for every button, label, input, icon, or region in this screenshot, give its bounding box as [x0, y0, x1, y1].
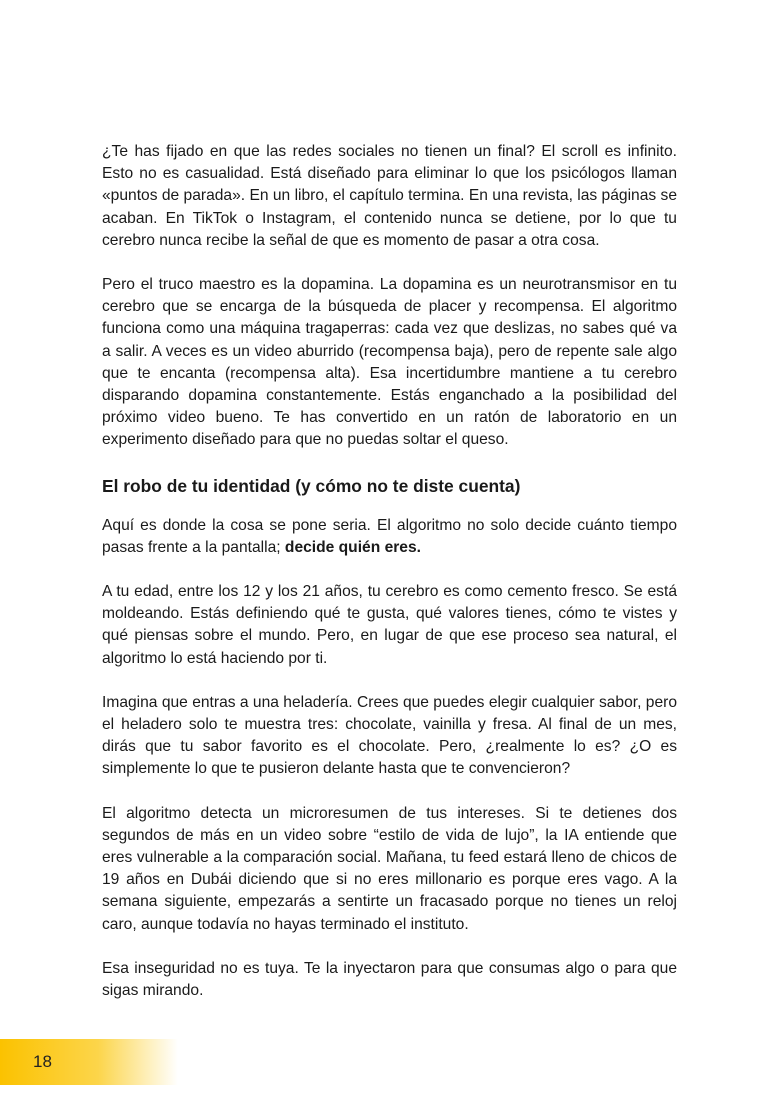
paragraph-identity-emphasis: decide quién eres. — [284, 538, 421, 556]
paragraph-ice-cream: Imagina que entras a una heladería. Crees que puedes elegir cualquier sabor, pero el heladero solo te muestra tres: chocolate, vainilla y fresa. Al final de un mes, dirás que tu sabor favorito es el chocolate. Pero, ¿realmente lo es? ¿O es simplemente lo que te pusieron delante hasta que te convencieron? — [102, 693, 677, 778]
paragraph-identity — [102, 515, 677, 559]
page-number-tab — [0, 1039, 178, 1085]
paragraph-microsummary: El algoritmo detecta un microresumen de tus intereses. Si te detienes dos segundos de más en un video sobre “estilo de vida de lujo”, la IA entiende que eres vulnerable a la comparación social. Mañana, tu feed estará lleno de chicos de 19 años en Dubái diciendo que si no eres millonario es porque eres vago. A la semana siguiente, empezarás a sentirte un fracasado porque no tienes un reloj caro, aunque todavía no hayas terminado el instituto. — [102, 804, 677, 933]
paragraph-insecurity: Esa inseguridad no es tuya. Te la inyectaron para que consumas algo o para que sigas mirando. — [102, 959, 677, 1000]
paragraph-infinite-scroll: ¿Te has fijado en que las redes sociales no tienen un final? El scroll es infinito. Esto no es casualidad. Está diseñado para eliminar lo que los psicólogos llaman «puntos de parada». En un libro, el capítulo termina. En una revista, las páginas se acaban. En TikTok o Instagram, el contenido nunca se detiene, por lo que tu cerebro nunca recibe la señal de que es momento de pasar a otra cosa. — [102, 143, 677, 249]
paragraph-dopamine: Pero el truco maestro es la dopamina. La dopamina es un neurotransmisor en tu cerebro que se encarga de la búsqueda de placer y recompensa. El algoritmo funciona como una máquina tragaperras: cada vez que deslizas, no sabes qué va a salir. A veces es un video aburrido (recompensa baja), pero de repente sale algo que te encanta (recompensa alta). Esa incertidumbre mantiene a tu cerebro disparando dopamina constantemente. Estás enganchado a la posibilidad del próximo video bueno. Te has convertido en un ratón de laboratorio en un experimento diseñado para que no puedas soltar el queso. — [102, 276, 677, 449]
paragraph-identity-text: Aquí es donde la cosa se pone seria. El algoritmo no solo decide cuánto tiempo pasas frente a la pantalla; — [102, 516, 677, 556]
paragraph-age: A tu edad, entre los 12 y los 21 años, tu cerebro es como cemento fresco. Se está moldeando. Estás definiendo qué te gusta, qué valores tienes, cómo te vistes y qué piensas sobre el mundo. Pero, en lugar de que ese proceso sea natural, el algoritmo lo está haciendo por ti. — [102, 583, 677, 667]
page-body — [102, 141, 677, 1002]
page-number: 18 — [33, 1052, 52, 1071]
section-heading: El robo de tu identidad (y cómo no te diste cuenta) — [102, 475, 521, 496]
